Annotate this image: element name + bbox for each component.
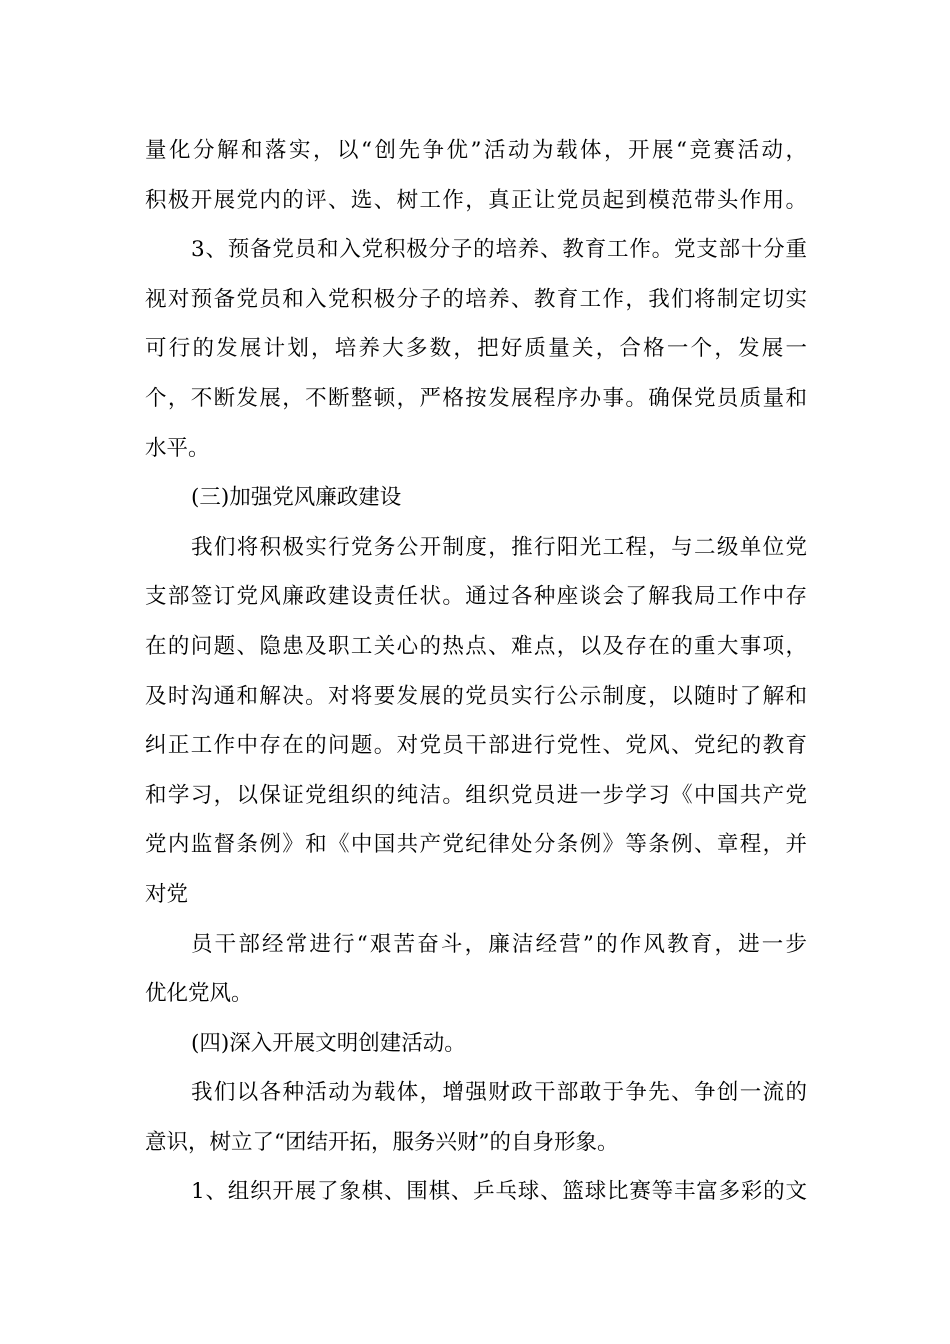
text-line: 在的问题、隐患及职工关心的热点、难点，以及存在的重大事项， — [145, 633, 807, 659]
document-body — [145, 126, 807, 1217]
text-line: 个，不断发展，不断整顿，严格按发展程序办事。确保党员质量和 — [145, 385, 807, 411]
text-line: 意识，树立了“团结开拓，服务兴财”的自身形象。 — [145, 1129, 619, 1155]
text-line: 1、组织开展了象棋、围棋、乒乓球、篮球比赛等丰富多彩的文 — [191, 1179, 807, 1205]
text-line: 党内监督条例》和《中国共产党纪律处分条例》等条例、章程，并 — [145, 832, 807, 858]
text-line: 优化党风。 — [145, 981, 253, 1007]
text-line: 员干部经常进行“艰苦奋斗，廉洁经营”的作风教育，进一步 — [191, 931, 807, 957]
text-line: 量化分解和落实，以“创先争优”活动为载体，开展“竞赛活动， — [145, 138, 807, 163]
text-line: 和学习，以保证党组织的纯洁。组织党员进一步学习《中国共产党 — [145, 782, 807, 808]
text-line: 水平。 — [145, 435, 210, 461]
text-line: 可行的发展计划，培养大多数，把好质量关，合格一个，发展一 — [145, 336, 807, 362]
text-line: 纠正工作中存在的问题。对党员干部进行党性、党风、党纪的教育 — [145, 733, 807, 759]
text-line: 对党 — [145, 881, 189, 907]
section-heading: (四)深入开展文明创建活动。 — [191, 1030, 466, 1056]
text-line: 3、预备党员和入党积极分子的培养、教育工作。党支部十分重 — [191, 237, 807, 263]
text-line: 支部签订党风廉政建设责任状。通过各种座谈会了解我局工作中存 — [145, 584, 807, 610]
text-line: 我们将积极实行党务公开制度，推行阳光工程，与二级单位党 — [191, 534, 807, 560]
text-line: 积极开展党内的评、选、树工作，真正让党员起到模范带头作用。 — [145, 187, 807, 213]
section-heading: (三)加强党风廉政建设 — [191, 485, 402, 511]
text-line: 及时沟通和解决。对将要发展的党员实行公示制度，以随时了解和 — [145, 683, 807, 709]
text-line: 视对预备党员和入党积极分子的培养、教育工作，我们将制定切实 — [145, 286, 807, 312]
text-line: 我们以各种活动为载体，增强财政干部敢于争先、争创一流的 — [191, 1080, 807, 1106]
